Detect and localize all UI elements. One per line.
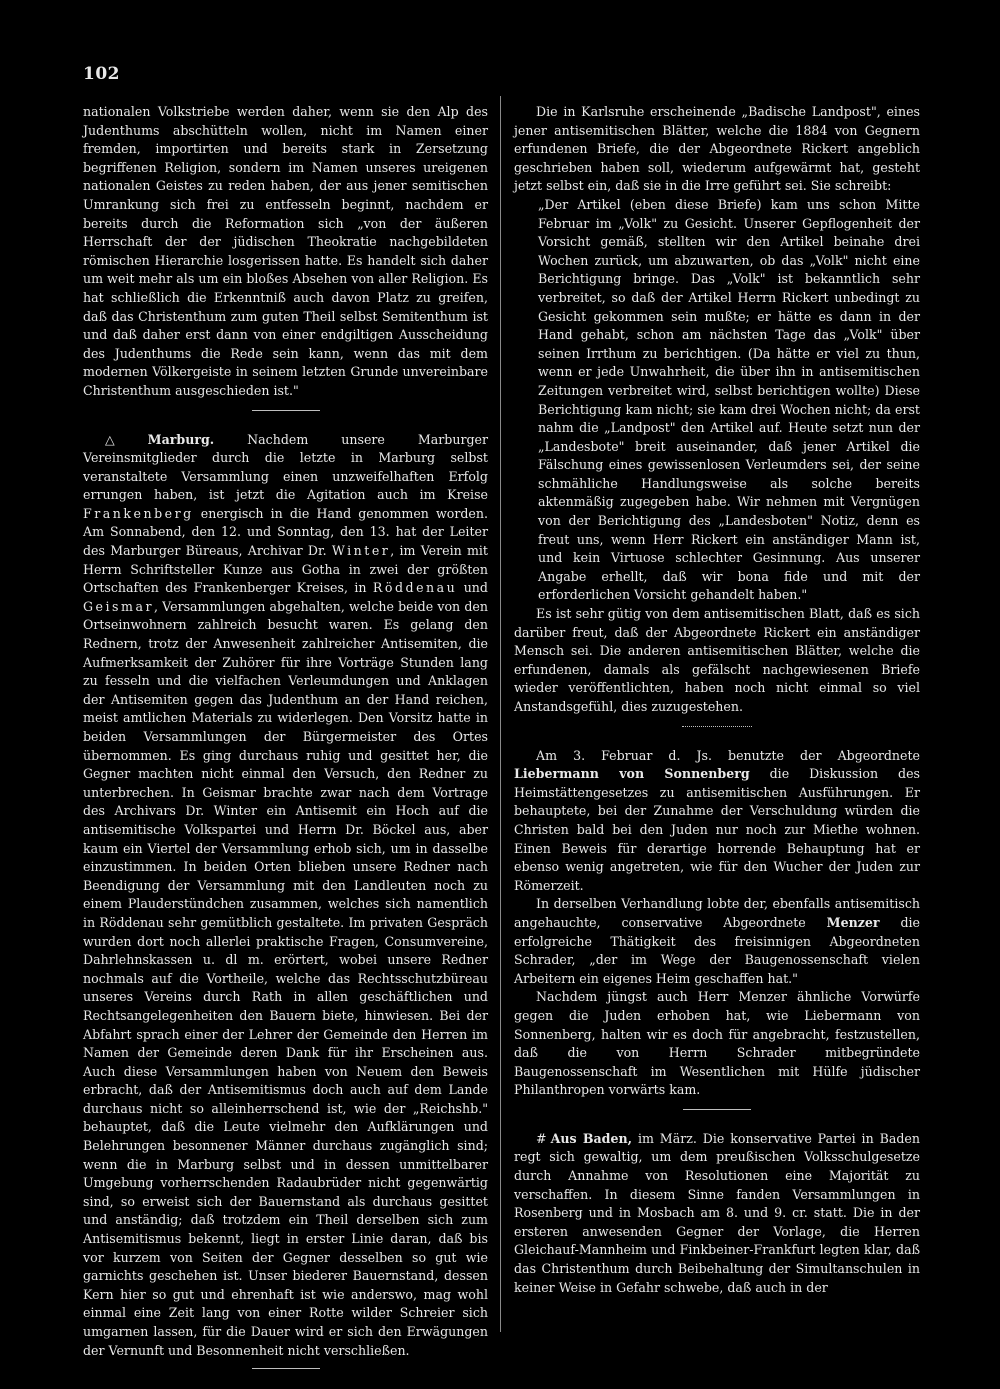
section-rule: [252, 410, 320, 411]
menzer-paragraph: [514, 895, 920, 988]
baden-heading: Aus Baden,: [550, 1130, 633, 1146]
triangle-icon: △: [105, 431, 144, 447]
liebermann-text-pre: Am 3. Februar d. Js. benutzte der Abgeordnete: [536, 747, 920, 763]
baden-text: im März. Die konservative Partei in Baden regt sich gewaltig, um dem preußischen Volksschulgesetze durch Annahme von Resolutionen eine Majorität zu verschaffen. In diesem Sinne fanden Versammlungen in Rosenberg und in Mosbach am 8. und 9. cr. statt. Die in der ersteren anwesenden Gegner der Vorlage, die Herren Gleichauf-Mannheim und Finkbeiner-Frankfurt legten klar, daß das Christenthum durch Beibehaltung der Simultanschulen in keiner Weise in Gefahr schwebe, daß auch in der: [514, 1130, 920, 1295]
baden-article: [514, 1130, 920, 1297]
place-geismar: Geismar: [83, 598, 154, 614]
marburg-article: [83, 431, 488, 1361]
marburg-heading: Marburg.: [147, 431, 215, 447]
liebermann-paragraph: [514, 747, 920, 896]
right-column: [514, 103, 920, 1297]
column-divider: [500, 96, 501, 1332]
marburg-text-3: , im Verein mit Herrn Schriftsteller Kunze aus Gotha in zwei der größten Ortschaften des Frankenberger Kreises, in: [83, 543, 488, 596]
landpost-paragraph: Die in Karlsruhe erscheinende „Badische Landpost", eines jener antisemitischen Blätter, welche die 1884 von Gegnern erfundenen Briefe, die der Abgeordnete Rickert angeblich geschrieben haben soll, wiederum aufgewärmt hat, gesteht jetzt selbst ein, daß sie in die Irre geführt sei. Sie schreibt:: [514, 104, 920, 194]
marburg-text-4: und: [463, 580, 488, 596]
section-rule: [683, 1109, 751, 1110]
liebermann-text-post: die Diskussion des Heimstättengesetzes zu antisemitischen Ausführungen. Er behauptete, bei der Zunahme der Verschuldung würden die Christen bald bei den Juden nur noch zur Miethe wohnen. Einen Beweis für derartige horrende Behauptung hat er ebenso wenig angetreten, wie für den Wucher der Juden zur Römerzeit.: [514, 766, 920, 893]
menzer-name: Menzer: [826, 914, 880, 930]
liebermann-name: Liebermann von Sonnenberg: [514, 766, 750, 782]
marburg-text-2: energisch in die Hand genommen worden. Am Sonnabend, den 12. und Sonntag, den 13. hat der Leiter des Marburger Büreaus, Archivar Dr.: [83, 505, 488, 559]
section-rule: [682, 726, 752, 727]
landpost-quote: „Der Artikel (eben diese Briefe) kam uns schon Mitte Februar im „Volk" zu Gesicht. Unserer Gepflogenheit der Vorsicht gemäß, stellten wir den Artikel beinahe drei Wochen zurück, um abzuwarten, ob das „Volk" nicht eine Berichtigung bringe. Das „Volk" ist bekanntlich sehr verbreitet, so daß der Artikel Herrn Rickert unbedingt zu Gesicht gekommen sein mußte; er hätte es dann in der Hand gehabt, schon am nächsten Tage das „Volk" über seinen Irrthum zu berichtigen. (Da hätte er viel zu thun, wenn er jede Unwahrheit, die über ihn in antisemitischen Zeitungen verbreitet wird, selbst berichtigen wollte) Diese Berichtigung kam nicht; sie kam drei Wochen nicht; da erst nahm die „Landpost" den Artikel auf. Heute setzt nun der „Landesbote" breit auseinander, daß jener Artikel die Fälschung eines gewissenlosen Verleumders sei, der seine schmähliche Handlungsweise als solche bereits aktenmäßig zugegeben habe. Wir nehmen mit Vergnügen von der Berichtigung des „Landesboten" Notiz, denn es freut uns, wenn Herr Rickert ein anständiger Mann ist, und kein Virtuose schlechter Gesinnung. Aus unserer Angabe erhellt, daß wir bona fide und mit der erforderlichen Vorsicht gehandelt haben.": [538, 196, 920, 603]
hash-icon: #: [536, 1130, 547, 1146]
marburg-text-5: , Versammlungen abgehalten, welche beide von den Ortseinwohnern zahlreich besucht waren. Es gelang den Rednern, trotz der Anwesenheit zahlreicher Antisemiten, die Aufmerksamkeit der Zuhörer für ihre Vorträge Stunden lang zu fesseln und die vielfachen Verleumdungen und Anklagen der Antisemiten gegen das Judenthum an der Hand reichen, meist amtlichen Materials zu widerlegen. Den Vorsitz hatte in beiden Versammlungen der Bürgermeister des Ortes übernommen. Es ging durchaus ruhig und gesittet her, die Gegner machten nicht einmal den Versuch, den Redner zu unterbrechen. In Geismar brachte zwar nach dem Vortrage des Archivars Dr. Winter ein Antisemit ein Hoch auf die antisemitische Volkspartei und Herrn Dr. Böckel aus, aber kaum ein Viertel der Versammlung erhob sich, um in dasselbe einzustimmen. In beiden Orten blieben unsere Redner nach Beendigung der Versammlung mit den Landleuten noch zu einem Plauderstündchen zusammen, welches sich namentlich in Röddenau sehr gemütblich gestaltete. Im privaten Gespräch wurden dort noch allerlei praktische Fragen, Consumvereine, Dahrlehnskassen u. dl m. erörtert, wobei unsere Redner nochmals auf die Vortheile, welche das Rechtsschutzbüreau unseres Vereins durch Rath in allen geschäftlichen und Rechtsangelegenheiten den Bauern biete, hinwiesen. Bei der Abfahrt sprach einer der Lehrer der Gemeinde den Herren im Namen der Gemeinde deren Dank für ihr Erscheinen aus. Auch diese Versammlungen haben von Neuem den Beweis erbracht, daß der Antisemitismus doch auch auf dem Lande durchaus nicht so alleinherrschend ist, wie der „Reichshb." behauptet, daß die Leute vielmehr den Aufklärungen und Belehrungen besonnener Männer durchaus zugänglich sind; wenn die in Marburg selbst und in dessen unmittelbarer Umgebung vorherrschenden Radaubrüder nicht gegenwärtig sind, so erweist sich der Bauernstand als durchaus gesittet und anständig; daß trotzdem ein Theil derselben sich zum Antisemitismus bekennt, liegt in erster Linie daran, daß bis vor kurzem von Seiten der Gegner desselben so gut wie garnichts geschehen ist. Unser biederer Bauernstand, dessen Kern hier so gut und ehrenhaft ist wie anderswo, mag wohl einmal eine Zeit lang von einer Rotte wilder Schreier sich umgarnen lassen, für die Dauer wird er sich den Erwägungen der Vernunft und Besonnenheit nicht verschließen.: [83, 598, 488, 1358]
marburg-text-1: Nachdem unsere Marburger Vereinsmitglieder durch die letzte in Marburg selbst veranstaltete Versammlung einen unzweifelhaften Erfolg errungen haben, ist jetzt die Agitation auch im Kreise: [83, 431, 488, 503]
place-frankenberg: Frankenberg: [83, 505, 194, 521]
menzer-text-post: die erfolgreiche Thätigkeit des freisinnigen Abgeordneten Schrader, „der im Wege der Baugenossenschaft vielen Arbeitern ein eigenes Heim geschaffen hat.": [514, 914, 920, 986]
menzer-second-paragraph: Nachdem jüngst auch Herr Menzer ähnliche Vorwürfe gegen die Juden erhoben hat, wie Liebermann von Sonnenberg, halten wir es doch für angebracht, festzustellen, daß die von Herrn Schrader mitbegründete Baugenossenschaft im Wesentlichen mit Hülfe jüdischer Philanthropen vorwärts kam.: [514, 989, 920, 1098]
place-roeddenau: Röddenau: [372, 580, 458, 596]
person-winter: Winter: [331, 543, 391, 559]
intro-paragraph: nationalen Volkstriebe werden daher, wenn sie den Alp des Judenthums abschütteln wollen, nicht im Namen einer fremden, importirten und bereits stark in Zersetzung begriffenen Religion, sondern im Namen unseres ureigenen nationalen Geistes zu reden haben, der aus jener semitischen Umrankung sich frei zu entfesseln beginnt, nachdem er bereits durch die Reformation sich „von der äußeren Herrschaft der der jüdischen Theokratie nachgebildeten römischen Hierarchie losgerissen hatte. Es handelt sich daher um weit mehr als um ein bloßes Absehen von aller Religion. Es hat schließlich die Erkenntniß auch davon Platz zu greifen, daß das Christenthum zum guten Theil selbst Semitenthum ist und daß daher erst dann von einer endgiltigen Ausscheidung des Judenthums die Rede sein kann, wenn das mit dem modernen Völkergeiste in seinem letzten Grunde unvereinbare Christenthum ausgeschieden ist.": [83, 104, 488, 398]
landpost-comment: Es ist sehr gütig von dem antisemitischen Blatt, daß es sich darüber freut, daß der Abgeordnete Rickert ein anständiger Mensch sei. Die anderen antisemitischen Blätter, welche die erfundenen, damals als gefälscht nachgewiesenen Briefe wieder veröffentlichten, haben noch nicht einmal so viel Anstandsgefühl, dies zuzugestehen.: [514, 606, 920, 714]
left-column: [83, 103, 488, 1389]
menzer-text-pre: In derselben Verhandlung lobte der, ebenfalls antisemitisch angehauchte, conservative Abgeordnete: [514, 896, 920, 930]
section-rule: [252, 1368, 320, 1369]
page-number: 102: [83, 64, 120, 84]
